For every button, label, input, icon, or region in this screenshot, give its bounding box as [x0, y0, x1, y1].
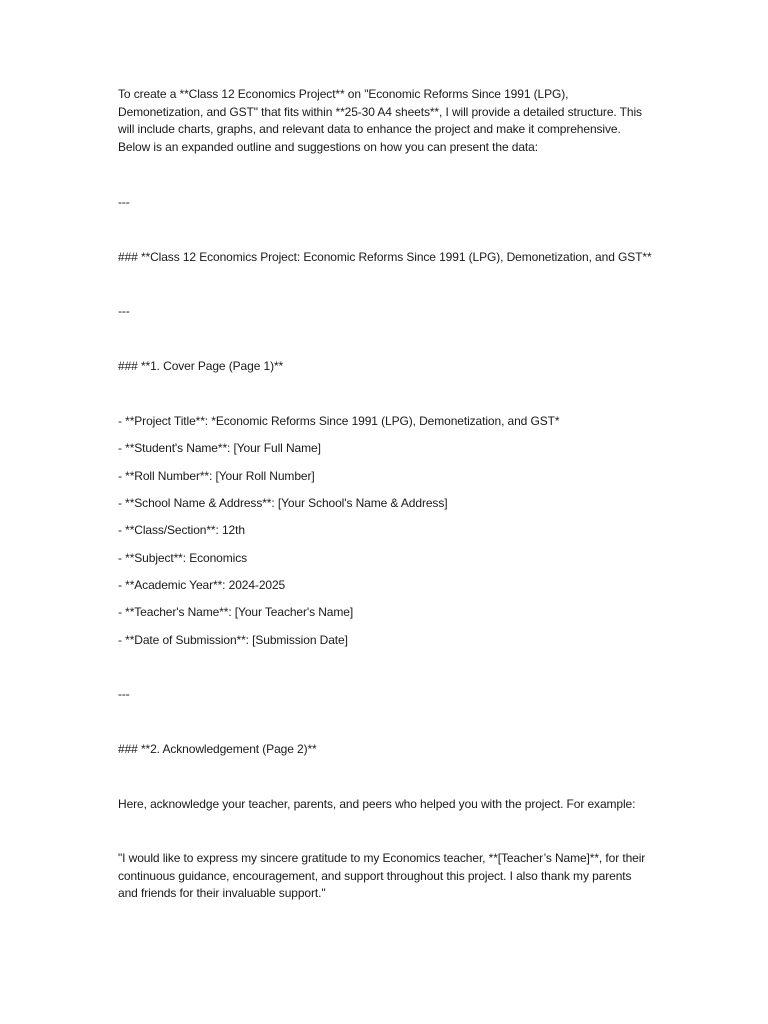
- cover-item-academic-year: - **Academic Year**: 2024-2025: [118, 578, 286, 592]
- cover-item-subject: - **Subject**: Economics: [118, 551, 247, 565]
- section-2-heading: ### **2. Acknowledgement (Page 2)**: [118, 742, 317, 756]
- cover-item-teacher: - **Teacher's Name**: [Your Teacher's Name]: [118, 605, 354, 619]
- cover-item-student-name: - **Student's Name**: [Your Full Name]: [118, 441, 321, 455]
- acknowledgement-quote: "I would like to express my sincere gratitude to my Economics teacher, **[Teacher’s Name]**, for their continuous guidance, encouragement, and support throughout this project. I also thank my parents and friends for their invaluable support.": [118, 851, 646, 900]
- main-heading: ### **Class 12 Economics Project: Economic Reforms Since 1991 (LPG), Demonetization, and GST**: [118, 250, 652, 264]
- cover-item-school: - **School Name & Address**: [Your School's Name & Address]: [118, 496, 448, 510]
- separator: ---: [118, 195, 130, 209]
- cover-item-project-title: - **Project Title**: *Economic Reforms Since 1991 (LPG), Demonetization, and GST*: [118, 414, 560, 428]
- acknowledgement-intro: Here, acknowledge your teacher, parents, and peers who helped you with the project. For example:: [118, 797, 636, 811]
- cover-item-class: - **Class/Section**: 12th: [118, 523, 245, 537]
- cover-item-date: - **Date of Submission**: [Submission Date]: [118, 633, 348, 647]
- separator: ---: [118, 304, 130, 318]
- section-1-heading: ### **1. Cover Page (Page 1)**: [118, 359, 284, 373]
- intro-paragraph: To create a **Class 12 Economics Project** on "Economic Reforms Since 1991 (LPG), Demonetization, and GST" that fits within **25-30 A4 sheets**, I will provide a detailed structure. This will include charts, graphs, and relevant data to enhance the project and make it comprehensive. Below is an expanded outline and suggestions on how you can present the data:: [118, 87, 642, 154]
- cover-item-roll-number: - **Roll Number**: [Your Roll Number]: [118, 469, 315, 483]
- separator: ---: [118, 687, 130, 701]
